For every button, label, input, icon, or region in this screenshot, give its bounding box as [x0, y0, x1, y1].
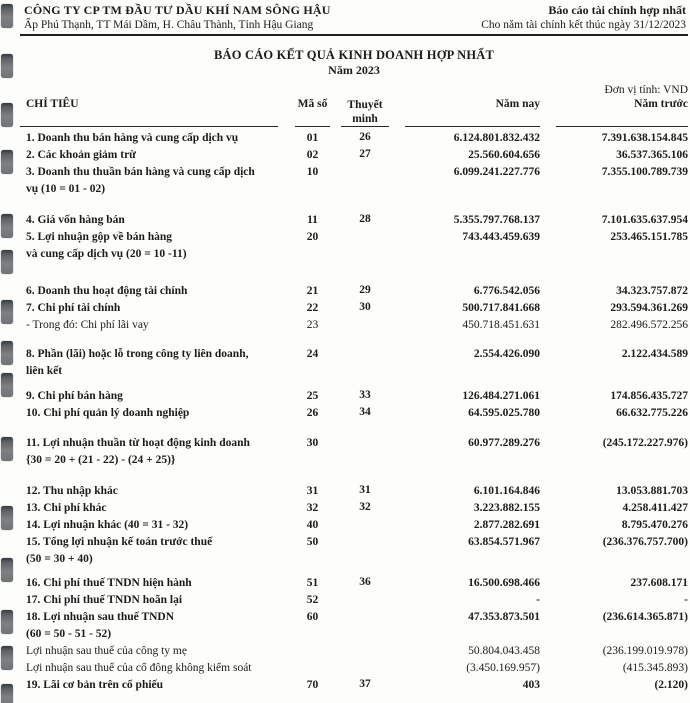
row-note: 36: [359, 576, 371, 588]
table-row: [20, 534, 688, 568]
row-current-value: 50.804.043.458: [468, 645, 540, 657]
row-current-value: 47.353.873.501: [468, 611, 540, 623]
binder-mark-icon: [1, 506, 13, 530]
row-note: 31: [359, 484, 371, 496]
row-code: 24: [306, 348, 319, 360]
row-current-value: 500.717.841.668: [462, 302, 540, 314]
row-current-value: 64.595.025.780: [468, 407, 540, 419]
row-code: 20: [306, 231, 319, 243]
row-code: [290, 660, 335, 677]
row-current-value: 403: [522, 679, 540, 691]
row-note: [335, 435, 395, 469]
row-prior-value: (236.376.757.700): [602, 536, 688, 548]
binder-mark-icon: [1, 373, 13, 397]
row-label: 13. Chi phí khác: [26, 502, 107, 514]
row-current-value: 63.854.571.967: [468, 536, 540, 548]
table-row: [20, 300, 688, 317]
row-label: 7. Chi phí tài chính: [26, 302, 121, 314]
row-prior-value: 7.391.638.154.845: [601, 132, 688, 144]
row-label-cell: [20, 388, 290, 405]
currency-unit: Đơn vị tính: VND: [604, 84, 688, 96]
row-label: 5. Lợi nhuận gộp về bán hàng: [26, 231, 173, 243]
row-prior-value: 36.537.365.106: [616, 149, 688, 161]
row-prior-value: 13.053.881.703: [616, 485, 688, 497]
report-year: Năm 2023: [328, 63, 380, 77]
row-note: [335, 164, 395, 198]
company-name: CÔNG TY CP TM ĐẦU TƯ DẦU KHÍ NAM SÔNG HẬU: [24, 3, 331, 17]
row-note: 32: [359, 501, 371, 513]
binder-mark-icon: [1, 4, 13, 28]
col-header-ma-so: Mã số: [297, 98, 328, 110]
row-label-cell: [20, 660, 290, 677]
row-current-value: 16.500.698.466: [468, 577, 540, 589]
binder-mark-icon: [1, 250, 13, 274]
binder-mark-icon: [1, 300, 13, 324]
row-code: 60: [306, 611, 319, 623]
row-label-cell: [20, 300, 290, 317]
row-current-value: 60.977.289.276: [468, 437, 540, 449]
row-label-cell: [20, 500, 290, 517]
row-current-value: 25.560.604.656: [468, 149, 540, 161]
table-row: [20, 483, 688, 500]
row-current-value: 450.718.451.631: [462, 319, 540, 331]
row-note: [335, 346, 395, 380]
row-prior-value: 66.632.775.226: [616, 407, 688, 419]
row-note: [335, 592, 395, 609]
row-label-cell: [20, 534, 290, 568]
report-title: BÁO CÁO KẾT QUẢ KINH DOANH HỢP NHẤT: [213, 48, 495, 62]
binder-mark-icon: [1, 214, 13, 238]
row-code: 02: [306, 149, 319, 161]
table-row: [20, 130, 688, 147]
letterhead: [20, 0, 688, 36]
row-label: 3. Doanh thu thuần bán hàng và cung cấp dịch: [26, 166, 255, 178]
binder-mark-icon: [1, 646, 13, 670]
row-label-cell: [20, 435, 290, 469]
row-code: [290, 643, 335, 660]
row-current-value: 6.124.801.832.432: [453, 132, 540, 144]
table-row: [20, 677, 688, 694]
row-label-cell: [20, 283, 290, 300]
row-label-cell: [20, 147, 290, 164]
row-code: 50: [306, 536, 319, 548]
row-label: 8. Phần (lãi) hoặc lỗ trong công ty liên doanh,: [26, 348, 249, 360]
row-label-cell: [20, 346, 290, 380]
table-row: [20, 229, 688, 263]
document: [20, 0, 688, 694]
row-label: 4. Giá vốn hàng bán: [26, 214, 125, 226]
fiscal-period: Cho năm tài chính kết thúc ngày 31/12/2023: [481, 19, 686, 31]
table-row: [20, 435, 688, 469]
binder-mark-icon: [1, 437, 13, 461]
table-header: [20, 98, 688, 126]
row-note: 30: [359, 301, 371, 313]
row-label-cell: [20, 229, 290, 263]
row-current-value: -: [536, 594, 540, 606]
table-row: [20, 517, 688, 534]
row-code: 23: [306, 319, 319, 331]
row-prior-value: 174.856.435.727: [610, 390, 688, 402]
row-label: 2. Các khoản giảm trừ: [26, 149, 137, 161]
letterhead-right: [481, 3, 688, 31]
row-current-value: 6.099.241.227.776: [453, 166, 540, 178]
row-note: 34: [359, 406, 371, 418]
row-label-line2: (60 = 50 - 51 - 52): [26, 628, 112, 640]
row-label: 15. Tổng lợi nhuận kế toán trước thuế: [26, 536, 213, 548]
row-label: 16. Chi phí thuế TNDN hiện hành: [26, 577, 192, 589]
table-row: [20, 147, 688, 164]
table-row: [20, 405, 688, 422]
row-label: 9. Chi phí bán hàng: [26, 390, 123, 402]
row-label-cell: [20, 164, 290, 198]
row-note: 26: [359, 131, 371, 143]
row-label-cell: [20, 517, 290, 534]
row-label: Lợi nhuận sau thuế của công ty mẹ: [26, 645, 187, 657]
row-label-cell: [20, 575, 290, 592]
row-note: [335, 609, 395, 643]
row-label: 12. Thu nhập khác: [26, 485, 118, 497]
row-label: 10. Chi phí quản lý doanh nghiệp: [26, 407, 190, 419]
row-prior-value: 4.258.411.427: [622, 502, 688, 514]
row-note: [335, 517, 395, 534]
table-row: [20, 592, 688, 609]
row-label: 6. Doanh thu hoạt động tài chính: [26, 285, 188, 297]
row-label: 11. Lợi nhuận thuần từ hoạt động kinh doanh: [26, 437, 250, 449]
row-prior-value: 8.795.470.276: [621, 519, 688, 531]
table-body: [20, 130, 688, 694]
row-note: 33: [359, 389, 371, 401]
row-note: [335, 643, 395, 660]
table-row: [20, 643, 688, 660]
row-code: 32: [306, 502, 319, 514]
row-label-cell: [20, 483, 290, 500]
binder-mark-icon: [1, 150, 13, 174]
binder-mark-icon: [1, 610, 13, 634]
table-row: [20, 346, 688, 380]
row-prior-value: 293.594.361.269: [610, 302, 688, 314]
row-prior-value: 253.465.151.785: [610, 231, 688, 243]
binder-mark-icon: [1, 341, 13, 365]
binder-mark-icon: [1, 558, 13, 582]
row-note: 27: [359, 148, 371, 160]
row-code: 51: [306, 577, 319, 589]
row-label-cell: [20, 677, 290, 694]
row-code: 30: [306, 437, 319, 449]
row-prior-value: (245.172.227.976): [602, 437, 688, 449]
table-row: [20, 283, 688, 300]
row-current-value: 743.443.459.639: [462, 231, 540, 243]
row-note: [335, 317, 395, 334]
row-label: - Trong đó: Chi phí lãi vay: [26, 319, 149, 331]
row-prior-value: -: [684, 594, 688, 606]
table-row: [20, 212, 688, 229]
row-current-value: 2.554.426.090: [473, 348, 540, 360]
col-header-thuyet-minh: [335, 98, 395, 126]
row-note: 28: [359, 213, 371, 225]
table-row: [20, 317, 688, 334]
row-prior-value: (236.614.365.871): [602, 611, 688, 623]
row-prior-value: 282.496.572.256: [610, 319, 688, 331]
binder-mark-icon: [1, 103, 13, 127]
table-row: [20, 660, 688, 677]
row-label: 17. Chi phí thuế TNDN hoãn lại: [26, 594, 183, 606]
row-note: 37: [359, 678, 371, 690]
binder-mark-icon: [1, 684, 13, 703]
row-label: 1. Doanh thu bán hàng và cung cấp dịch vụ: [26, 132, 239, 144]
row-label-line2: liên kết: [26, 365, 63, 377]
row-label-cell: [20, 643, 290, 660]
table-row: [20, 609, 688, 643]
row-note: [335, 229, 395, 263]
row-code: 22: [306, 302, 319, 314]
row-current-value: 126.484.271.061: [462, 390, 540, 402]
row-code: 25: [306, 390, 319, 402]
row-current-value: 2.877.282.691: [473, 519, 540, 531]
row-label: 14. Lợi nhuận khác (40 = 31 - 32): [26, 519, 189, 531]
row-prior-value: (415.345.893): [622, 662, 688, 674]
row-prior-value: 7.355.100.789.739: [601, 166, 688, 178]
col-header-nam-nay: Năm nay: [495, 98, 540, 110]
letterhead-left: [20, 3, 331, 31]
row-prior-value: 237.608.171: [630, 577, 688, 589]
row-code: 10: [306, 166, 319, 178]
report-type: Báo cáo tài chính hợp nhất: [548, 3, 686, 17]
row-label: 19. Lãi cơ bản trên cổ phiếu: [26, 679, 164, 691]
row-code: 70: [306, 679, 319, 691]
row-prior-value: 2.122.434.589: [621, 348, 688, 360]
row-label: 18. Lợi nhuận sau thuế TNDN: [26, 611, 175, 623]
row-current-value: 6.776.542.056: [473, 285, 540, 297]
row-prior-value: (2.120): [654, 679, 688, 691]
table-row: [20, 500, 688, 517]
row-code: 26: [306, 407, 319, 419]
row-label-cell: [20, 130, 290, 147]
row-note: 29: [359, 284, 371, 296]
row-current-value: 3.223.882.155: [473, 502, 540, 514]
row-code: 11: [307, 214, 318, 226]
row-label-cell: [20, 405, 290, 422]
row-label-cell: [20, 212, 290, 229]
col-header-chi-tieu: CHỈ TIÊU: [26, 98, 79, 110]
row-label-cell: [20, 592, 290, 609]
row-note: [335, 534, 395, 568]
row-current-value: 5.355.797.768.137: [453, 214, 540, 226]
row-prior-value: (236.199.019.978): [602, 645, 688, 657]
table-row: [20, 575, 688, 592]
row-code: 40: [306, 519, 319, 531]
row-label-line2: (50 = 30 + 40): [26, 553, 93, 565]
row-label-line2: {30 = 20 + (21 - 22) - (24 + 25)}: [26, 454, 176, 466]
row-note: [335, 660, 395, 677]
row-label: Lợi nhuận sau thuế của cổ đông không kiểm soát: [26, 662, 252, 674]
row-label-line2: vụ (10 = 01 - 02): [26, 183, 106, 195]
col-header-minh: minh: [352, 113, 378, 125]
row-label-cell: [20, 609, 290, 643]
table-row: [20, 164, 688, 198]
row-current-value: 6.101.164.846: [473, 485, 540, 497]
row-code: 21: [306, 285, 319, 297]
binder-mark-icon: [1, 54, 13, 78]
row-prior-value: 34.323.757.872: [616, 285, 688, 297]
table-row: [20, 388, 688, 405]
row-code: 31: [306, 485, 319, 497]
row-code: 01: [306, 132, 319, 144]
col-header-nam-truoc: Năm trước: [634, 98, 688, 110]
row-label-line2: và cung cấp dịch vụ (20 = 10 -11): [26, 248, 187, 260]
row-label-cell: [20, 317, 290, 334]
row-prior-value: 7.101.635.637.954: [601, 214, 688, 226]
row-code: 52: [306, 594, 319, 606]
row-current-value: (3.450.169.957): [466, 662, 540, 674]
company-address: Ấp Phú Thạnh, TT Mái Dầm, H. Châu Thành, Tỉnh Hậu Giang: [24, 19, 314, 31]
col-header-thuyet: Thuyết: [347, 99, 383, 111]
